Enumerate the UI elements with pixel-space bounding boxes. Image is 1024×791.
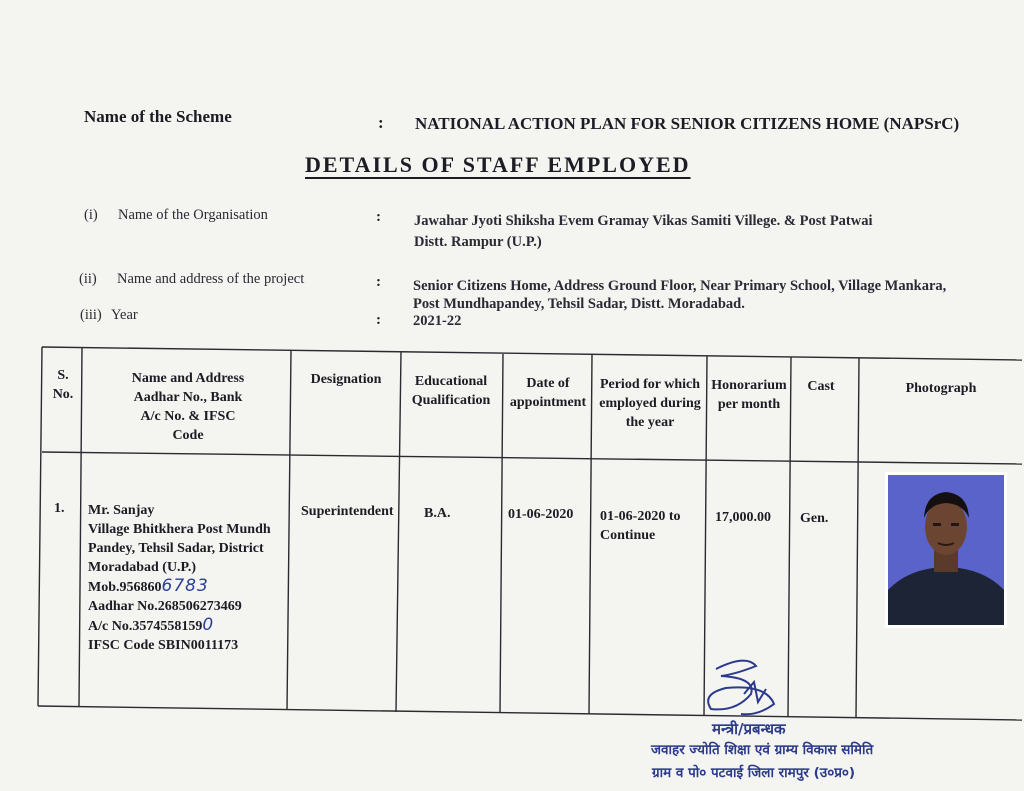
scheme-name: NATIONAL ACTION PLAN FOR SENIOR CITIZENS HOME (NAPSrC): [415, 114, 960, 133]
staff-mobile: [88, 577, 271, 597]
header-sno: [44, 366, 82, 404]
row1-period: [600, 507, 681, 545]
header-honorarium: [707, 376, 791, 414]
header-education-line2: Qualification: [411, 393, 491, 408]
detail-label-year: Year: [111, 307, 138, 323]
staff-address-line3: Moradabad (U.P.): [88, 560, 196, 575]
stamp-address: ग्राम व पो० पटवाई जिला रामपुर (उ०प्र०): [652, 765, 856, 781]
row1-designation: Superintendent: [301, 504, 394, 519]
header-period-line1: Period for which: [599, 377, 701, 392]
staff-address-line2: Pandey, Tehsil Sadar, District: [88, 541, 264, 556]
header-name-line4: Code: [172, 428, 204, 443]
header-education-line1: Educational: [414, 374, 488, 389]
header-sno-line2: No.: [52, 387, 74, 402]
header-photo-line1: Photograph: [905, 381, 977, 396]
scheme-label: Name of the Scheme: [84, 107, 232, 126]
detail-num-3: (iii): [80, 307, 102, 323]
detail-num-2: (ii): [79, 271, 97, 287]
row1-sno: 1.: [54, 501, 65, 516]
table-bottom-border: [38, 706, 1022, 720]
row1-education: B.A.: [424, 506, 451, 521]
header-designation: [292, 370, 400, 389]
row1-name-block: [88, 501, 271, 655]
row1-cast: Gen.: [800, 511, 829, 526]
project-address-line2: Post Mundhapandey, Tehsil Sadar, Distt. Moradabad.: [413, 296, 745, 312]
header-period-line2: employed during: [599, 396, 701, 411]
header-name-line3: A/c No. & IFSC: [140, 409, 236, 424]
row1-date: 01-06-2020: [508, 507, 574, 522]
header-date-line2: appointment: [509, 395, 587, 410]
col-border-8: [856, 358, 859, 718]
period-line1: 01-06-2020 to: [600, 509, 681, 524]
signature-scribble: [696, 654, 796, 724]
header-period-line3: the year: [625, 415, 675, 430]
col-border-0: [38, 347, 42, 706]
detail-label-project: Name and address of the project: [117, 271, 305, 287]
page-title: DETAILS OF STAFF EMPLOYED: [305, 152, 691, 177]
stamp-organisation: जवाहर ज्योति शिक्षा एवं ग्राम्य विकास समिति: [651, 742, 874, 758]
header-education: [400, 372, 502, 410]
header-name-line2: Aadhar No., Bank: [133, 390, 243, 405]
table-top-border: [42, 347, 1022, 360]
detail-colon-2: :: [376, 274, 381, 290]
mobile-handwritten: 6783: [161, 576, 209, 596]
row1-honorarium: 17,000.00: [715, 510, 771, 525]
stamp-designation: मन्त्री/प्रबन्धक: [712, 720, 786, 738]
organisation-line1: Jawahar Jyoti Shiksha Evem Gramay Vikas Samiti Villege. & Post Patwai: [414, 213, 873, 229]
staff-name: Mr. Sanjay: [88, 503, 155, 518]
header-photograph: [860, 379, 1022, 398]
detail-num-1: (i): [84, 207, 98, 223]
header-honorarium-line2: per month: [717, 397, 781, 412]
header-name-line1: Name and Address: [131, 371, 245, 386]
header-designation-line1: Designation: [310, 372, 382, 387]
header-cast-line1: Cast: [807, 379, 835, 394]
mobile-printed: Mob.956860: [88, 580, 162, 595]
header-separator: [42, 452, 1022, 464]
header-sno-line1: S.: [57, 368, 69, 383]
project-address-line1: Senior Citizens Home, Address Ground Floor, Near Primary School, Village Mankara,: [413, 278, 947, 294]
account-handwritten: 0: [202, 615, 215, 635]
account-printed: A/c No.3574558159: [88, 619, 203, 634]
header-period: [593, 375, 707, 432]
detail-label-organisation: Name of the Organisation: [118, 207, 268, 223]
staff-aadhar: Aadhar No.268506273469: [88, 599, 242, 614]
period-line2: Continue: [600, 528, 656, 543]
header-date: [503, 374, 593, 412]
header-name-address: [88, 369, 288, 445]
year-value: 2021-22: [413, 313, 462, 329]
header-date-line1: Date of: [526, 376, 570, 391]
organisation-line2: Distt. Rampur (U.P.): [414, 234, 542, 250]
detail-colon-1: :: [376, 209, 381, 225]
staff-photograph: [885, 472, 1007, 628]
scheme-colon: :: [378, 113, 384, 132]
header-cast: [791, 377, 851, 396]
staff-address-line1: Village Bhitkhera Post Mundh: [88, 522, 271, 537]
detail-colon-3: :: [376, 312, 381, 328]
staff-ifsc: IFSC Code SBIN0011173: [88, 638, 239, 653]
staff-account: [88, 616, 271, 636]
header-honorarium-line1: Honorarium: [711, 378, 787, 393]
